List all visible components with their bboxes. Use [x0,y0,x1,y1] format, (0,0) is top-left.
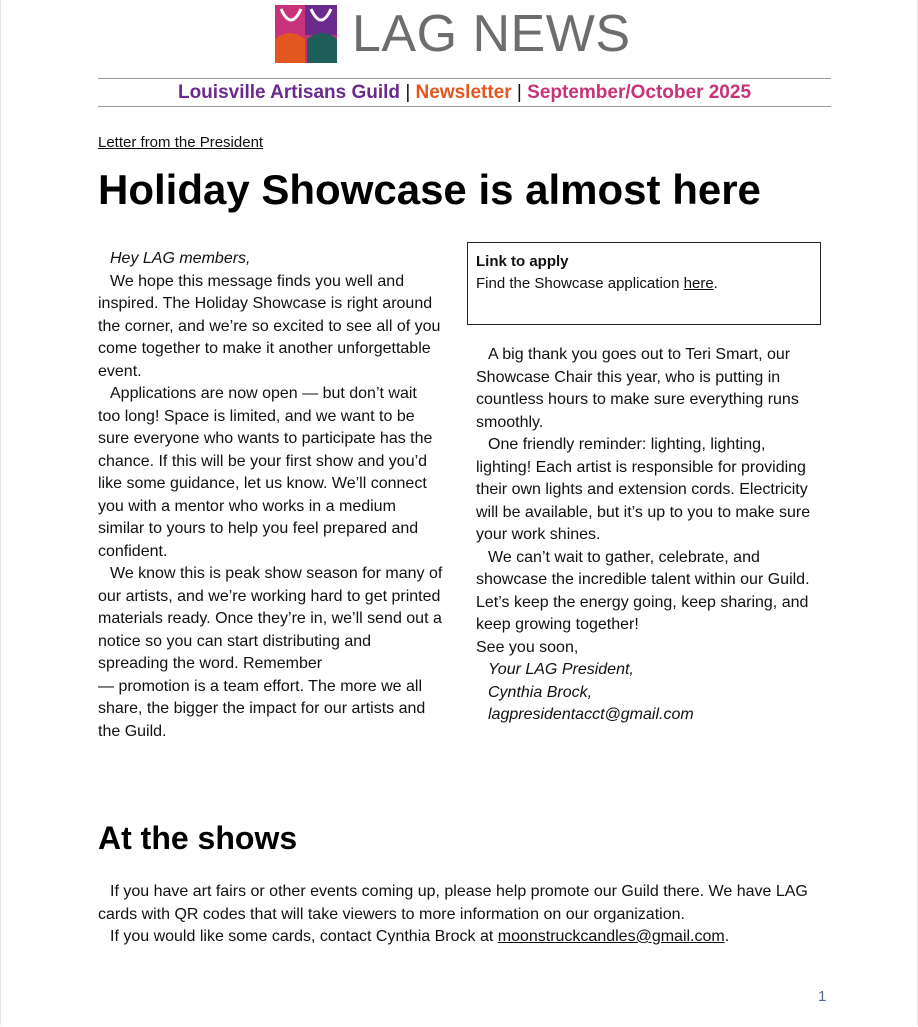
article-headline: Holiday Showcase is almost here [98,166,761,213]
apply-callout-box [467,242,821,325]
article-kicker: Letter from the President [98,134,264,151]
shows-paragraph [98,926,818,949]
article-right-column [476,344,821,727]
lag-logo [275,5,337,63]
article-paragraph: — promotion is a team effort. The more we all share, the bigger the impact for our artists and the Guild. [98,677,426,740]
publication-kind: Newsletter [415,82,512,103]
article-paragraph: One friendly reminder: lighting, lighting, lighting! Each artist is responsible for providing their own lights and extension cords. Electricity will be available, but it’s up to you to make sure your work shines. [476,436,811,543]
masthead-rule-top [98,78,831,79]
org-name: Louisville Artisans Guild [177,82,401,103]
section-title-at-the-shows: At the shows [98,820,298,856]
article-paragraph: A big thank you goes out to Teri Smart, our Showcase Chair this year, who is putting in countless hours to make sure everything runs smoothly. [476,346,799,431]
article-greeting: Hey LAG members, [110,250,251,267]
article-paragraph: We know this is peak show season for many of our artists, and we’re working hard to get printed materials ready. Once they’re in, we’ll send out a notice so you can start distributing and spreading the word. Remember [98,565,443,672]
masthead-title: LAG NEWS [352,5,631,63]
issue-date: September/October 2025 [527,82,752,103]
callout-text-before: Find the Showcase application [476,275,684,292]
logo-orange-arch [275,33,305,63]
callout-title: Link to apply [476,253,569,270]
article-paragraph: We hope this message finds you well and inspired. The Holiday Showcase is right around the corner, and we’re so excited to see all of you come together to make it another unforgettable event. [98,272,441,380]
masthead-tagline [98,81,831,105]
tagline-separator: | [516,82,522,103]
contact-email-link[interactable]: moonstruckcandles@gmail.com [497,928,725,945]
callout-text [476,273,812,295]
shows-text-before: If you would like some cards, contact Cynthia Brock at [110,928,498,945]
masthead-rule-bottom [98,106,831,107]
application-link[interactable]: here [683,275,714,292]
shows-text-after: . [724,928,730,945]
tagline-separator: | [405,82,411,103]
shows-body [98,881,818,949]
callout-text-after: . [713,275,718,292]
signature-title: Your LAG President, [488,661,634,678]
signature-email: lagpresidentacct@gmail.com [488,706,694,723]
signature-name: Cynthia Brock, [488,683,593,701]
article-closing: See you soon, [476,638,579,656]
logo-teal-arch [307,33,337,63]
shows-paragraph: If you have art fairs or other events coming up, please help promote our Guild there. We have LAG cards with QR codes that will take viewers to more information on our organization. [98,883,808,923]
article-left-column [98,248,443,743]
page-number: 1 [818,988,827,1005]
article-paragraph: We can’t wait to gather, celebrate, and showcase the incredible talent within our Guild. Let’s keep the energy going, keep sharing, and keep growing together! [476,548,810,633]
article-paragraph: Applications are now open — but don’t wait too long! Space is limited, and we want to be sure everyone who wants to participate has the chance. If this will be your first show and you’d like some guidance, let us know. We’ll connect you with a mentor who works in a medium similar to yours to help you feel prepared and confident. [98,385,433,560]
